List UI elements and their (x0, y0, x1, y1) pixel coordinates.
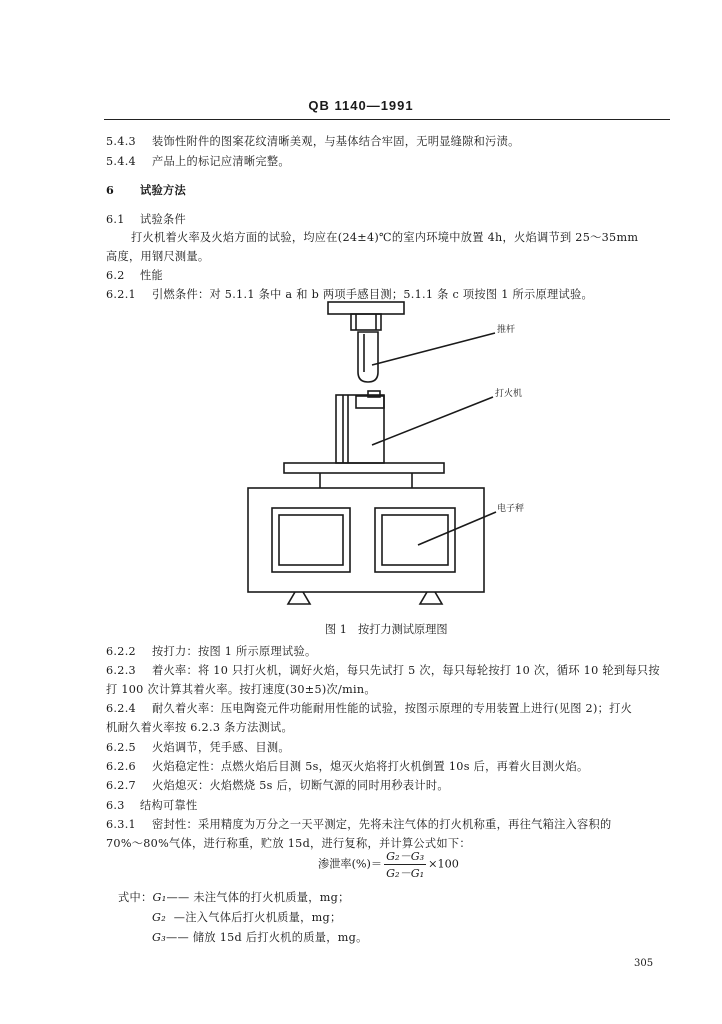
clause-number: 5.4.4 (106, 155, 136, 168)
clause-6-2-5 (106, 739, 290, 755)
clause-number: 6.2.5 (106, 741, 136, 754)
clause-6-2-6 (106, 758, 588, 774)
section-number: 6 (106, 183, 115, 197)
label-lighter: 打火机 (495, 389, 523, 399)
where-g3 (152, 929, 368, 945)
clause-number: 6.2.4 (106, 702, 136, 715)
clause-6-3 (106, 797, 197, 813)
clause-text: 火焰调节，凭手感、目测。 (152, 741, 290, 754)
symbol-g2: G₂ (152, 911, 167, 924)
clause-number: 6.2.1 (106, 288, 136, 301)
clause-number: 6.2.2 (106, 645, 136, 658)
definition-g3: —— 储放 15d 后打火机的质量，mg。 (166, 931, 368, 944)
clause-6-2-3 (106, 662, 660, 678)
clause-text: 密封性：采用精度为万分之一天平测定，先将未注气体的打火机称重，再往气箱注入容积的 (152, 818, 612, 831)
clause-6-1-body-line-1: 打火机着火率及火焰方面的试验，均应在(24±4)℃的室内环境中放置 4h，火焰调节到 25～35mm (131, 231, 639, 244)
clause-text: 火焰稳定性：点燃火焰后目测 5s，熄灭火焰将打火机倒置 10s 后，再着火目测火焰。 (152, 760, 589, 773)
scale-window-left (272, 508, 350, 572)
clause-title: 结构可靠性 (140, 799, 198, 812)
clause-6-2-7 (106, 777, 449, 793)
clause-number: 5.4.3 (106, 135, 136, 148)
clause-text: 着火率：将 10 只打火机，调好火焰，每只先试打 5 次，每只每轮按打 10 次，循环 10 轮到每只按 (152, 664, 660, 677)
clause-number: 6.2 (106, 269, 125, 282)
formula-fraction (384, 848, 426, 881)
clause-text: 火焰熄灭：火焰燃烧 5s 后，切断气源的同时用秒表计时。 (152, 779, 449, 792)
clause-number: 6.3.1 (106, 818, 136, 831)
definition-g1: —— 未注气体的打火机质量，mg； (166, 891, 350, 904)
clause-text: 按打力：按图 1 所示原理试验。 (152, 645, 317, 658)
section-title: 试验方法 (140, 183, 186, 197)
leakage-rate-formula (318, 848, 459, 881)
where-g2 (152, 909, 341, 925)
push-rod (358, 332, 378, 382)
formula-lhs: 渗泄率(%)＝ (318, 857, 383, 871)
formula-denominator: G₂－G₁ (386, 867, 425, 880)
clause-6-3-1-line-2: 70%～80%气体，进行称重，贮放 15d，进行复称，并计算公式如下： (106, 837, 471, 850)
clause-6-2-4 (106, 700, 632, 716)
scale-platform (284, 463, 444, 473)
clause-text: 装饰性附件的图案花纹清晰美观，与基体结合牢固，无明显缝隙和污渍。 (152, 135, 520, 148)
label-push-rod: 推杆 (497, 325, 516, 335)
clause-6-2-4-line-2: 机耐久着火率按 6.2.3 条方法测试。 (106, 721, 294, 734)
clause-6-2-3-line-2: 打 100 次计算其着火率。按打速度(30±5)次/min。 (106, 683, 376, 696)
scale-window-right (375, 508, 455, 572)
clause-number: 6.1 (106, 213, 125, 226)
figure-1-caption: 图 1 按打力测试原理图 (325, 623, 448, 636)
clause-number: 6.3 (106, 799, 125, 812)
clause-6-2-2 (106, 643, 316, 659)
document-header: QB 1140—1991 (308, 98, 414, 113)
clause-number: 6.2.7 (106, 779, 136, 792)
scale-foot-left (288, 592, 310, 604)
clause-6-1-body-line-2: 高度，用钢尺测量。 (106, 250, 210, 263)
formula-rhs: ×100 (428, 857, 459, 871)
clause-title: 性能 (140, 269, 163, 282)
where-g1 (118, 889, 350, 905)
scale-foot-right (420, 592, 442, 604)
symbol-g1: G₁ (152, 891, 167, 904)
clause-text: 产品上的标记应清晰完整。 (152, 155, 290, 168)
clause-number: 6.2.3 (106, 664, 136, 677)
clause-6-3-1 (106, 816, 612, 832)
definition-g2: —注入气体后打火机质量，mg； (173, 911, 342, 924)
clamp-top-plate (328, 302, 404, 314)
label-electronic-scale: 电子秤 (497, 504, 525, 514)
clause-text: 耐久着火率：压电陶瓷元件功能耐用性能的试验，按图示原理的专用装置上进行(见图 2)；打火 (152, 702, 633, 715)
symbol-g3: G₃ (152, 931, 167, 944)
clause-text: 引燃条件：对 5.1.1 条中 a 和 b 两项手感目测；5.1.1 条 c 项按图 1 所示原理试验。 (152, 288, 593, 301)
clause-number: 6.2.6 (106, 760, 136, 773)
clause-title: 试验条件 (140, 213, 186, 226)
where-intro: 式中： (118, 891, 153, 904)
page-number: 305 (634, 958, 654, 969)
formula-numerator: G₂－G₃ (386, 850, 425, 863)
